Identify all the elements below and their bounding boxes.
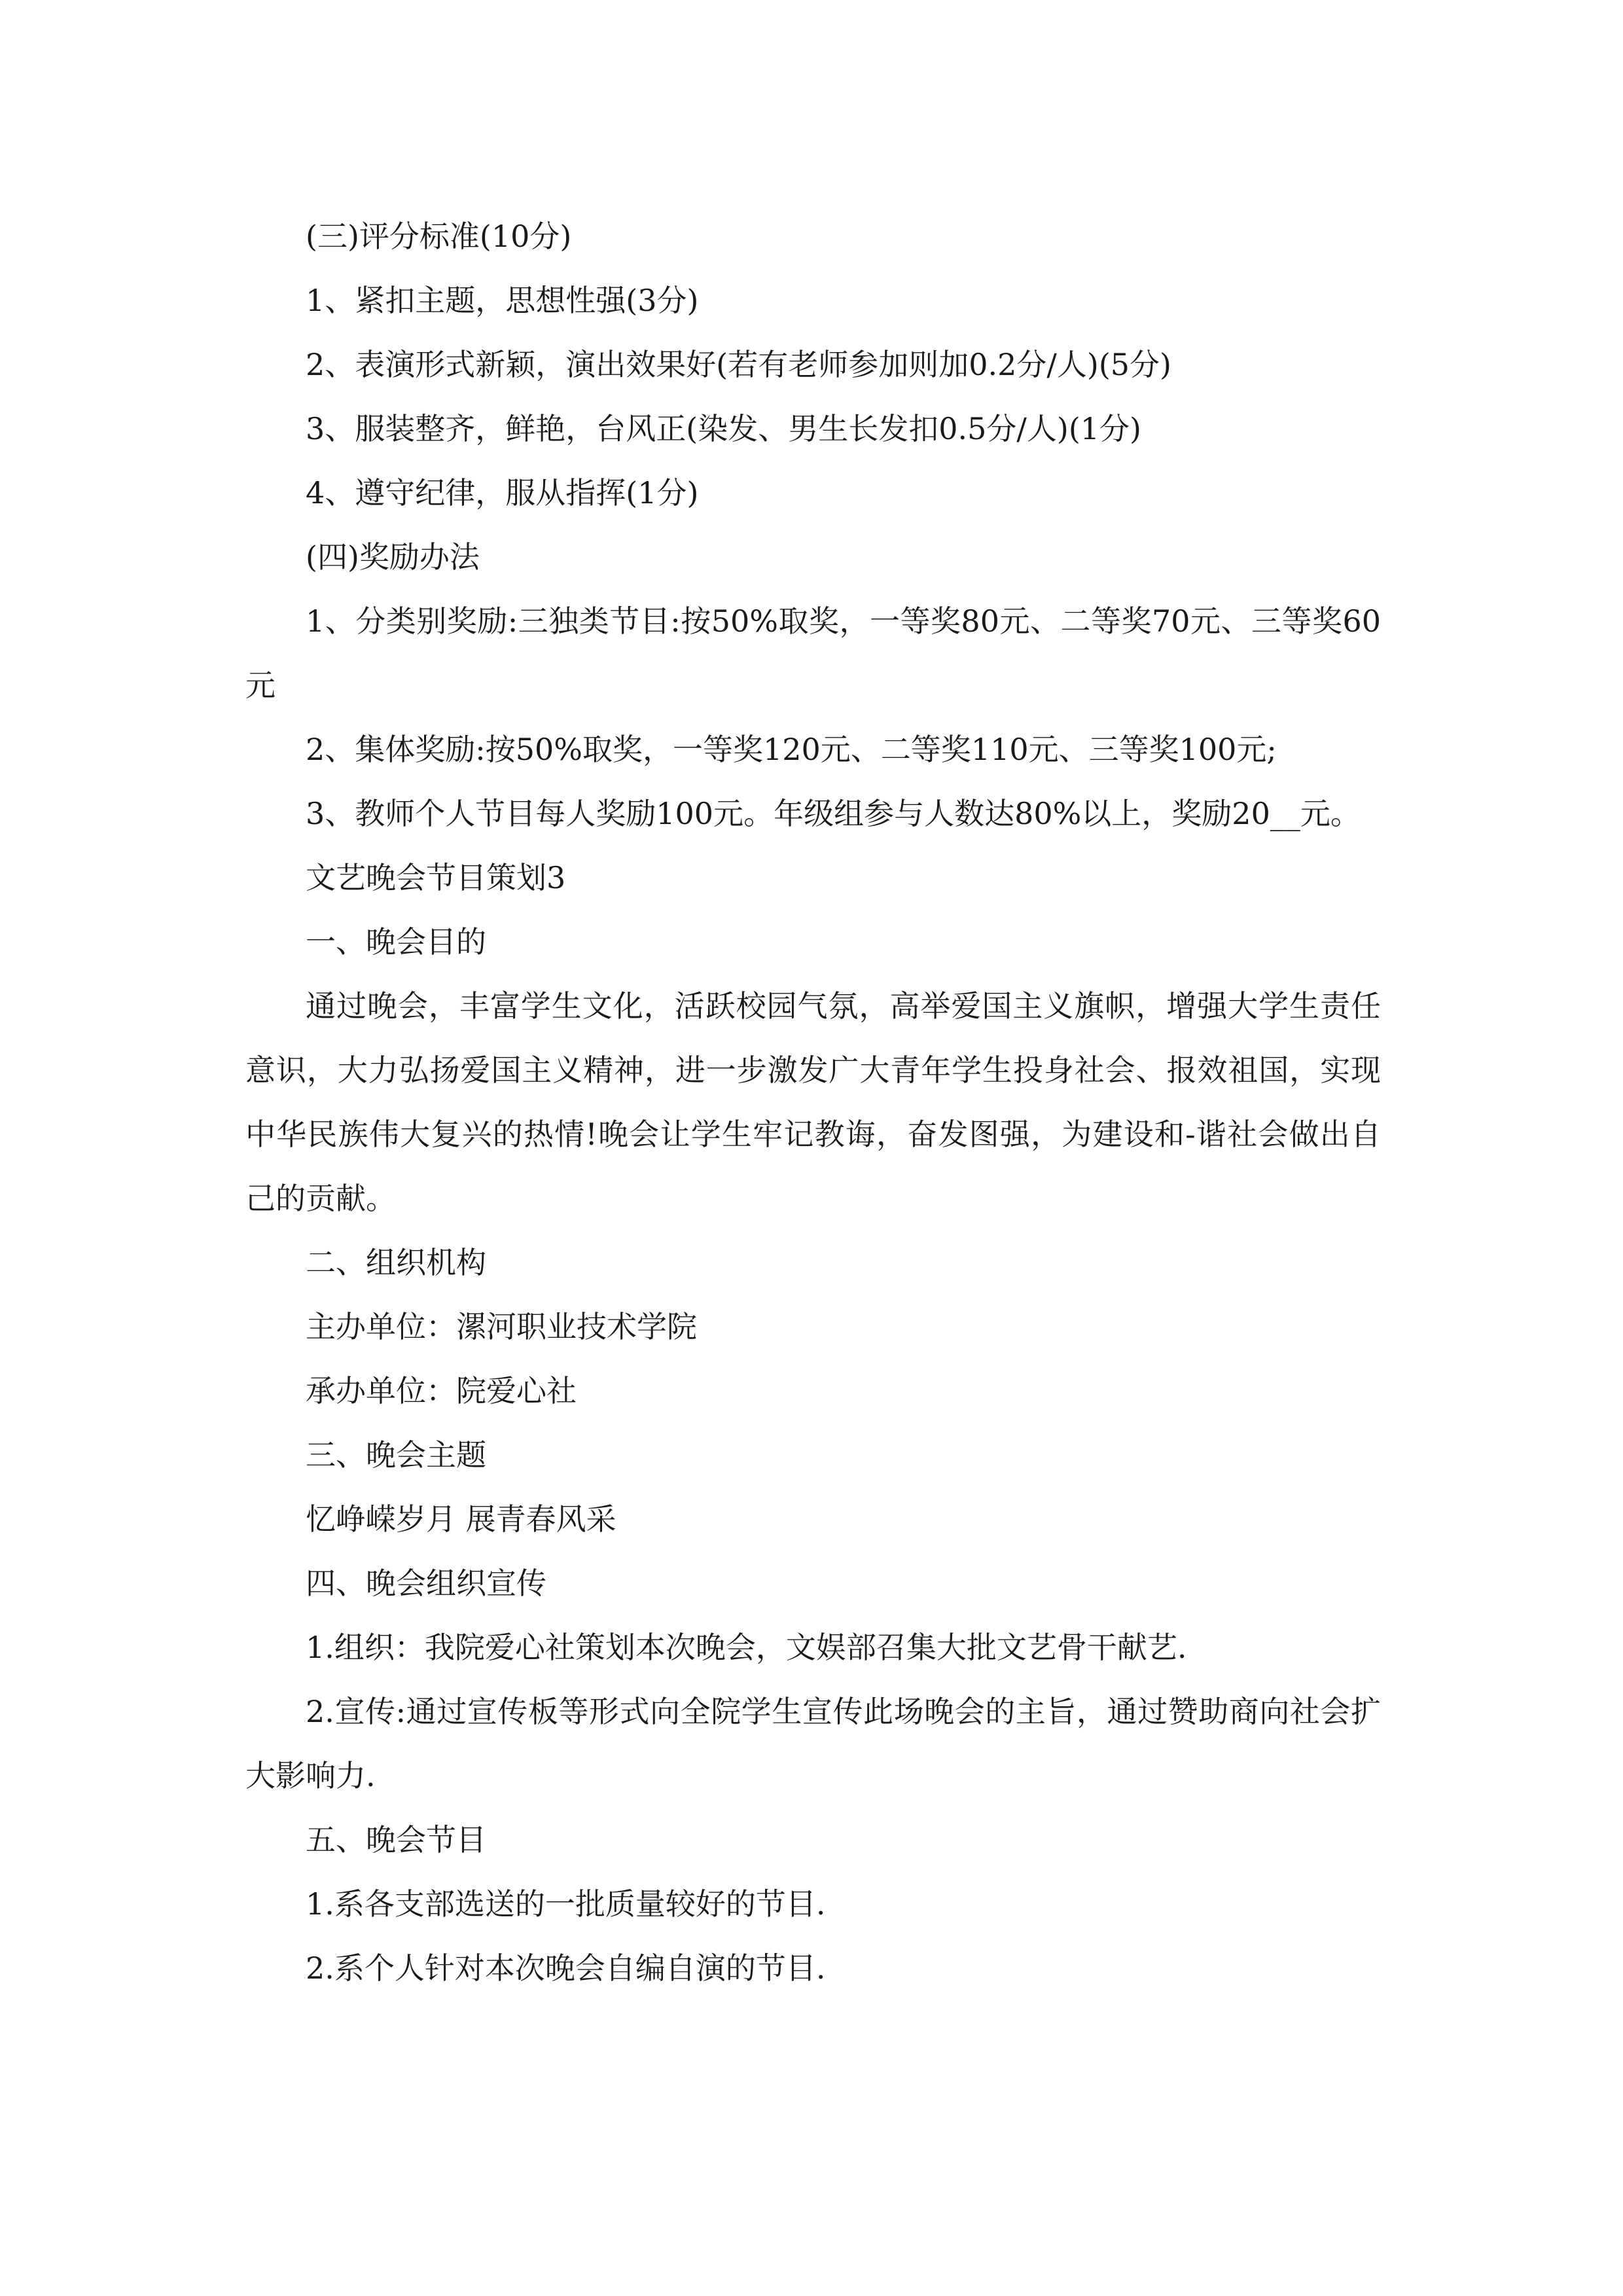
- section-heading-purpose: 一、晚会目的: [306, 924, 486, 960]
- section-heading-rewards: (四)奖励办法: [306, 539, 480, 575]
- document-body: [245, 204, 1381, 2000]
- section-heading-publicity: 四、晚会组织宣传: [306, 1566, 546, 1601]
- section-heading-scoring: (三)评分标准(10分): [306, 219, 572, 254]
- reward-item-3: 3、教师个人节目每人奖励100元。年级组参与人数达80%以上，奖励20__元。: [306, 796, 1361, 831]
- organizer-unit: 承办单位：院爱心社: [306, 1373, 577, 1408]
- plan-title: 文艺晚会节目策划3: [306, 860, 566, 895]
- program-item-1: 1.系各支部选送的一批质量较好的节目.: [306, 1886, 826, 1922]
- reward-item-1: 1、分类别奖励:三独类节目:按50%取奖，一等奖80元、二等奖70元、三等奖60元: [245, 603, 1381, 703]
- program-item-2: 2.系个人针对本次晚会自编自演的节目.: [306, 1950, 826, 1986]
- scoring-item-1: 1、紧扣主题，思想性强(3分): [306, 283, 699, 318]
- purpose-paragraph: 通过晚会，丰富学生文化，活跃校园气氛，高举爱国主义旗帜，增强大学生责任意识，大力弘扬爱国主义精神，进一步激发广大青年学生投身社会、报效祖国，实现中华民族伟大复兴的热情!晚会让学生牢记教诲，奋发图强，为建设和-谐社会做出自己的贡献。: [245, 988, 1381, 1216]
- section-heading-theme: 三、晚会主题: [306, 1437, 486, 1473]
- host-unit: 主办单位：漯河职业技术学院: [306, 1309, 697, 1344]
- scoring-item-3: 3、服装整齐，鲜艳，台风正(染发、男生长发扣0.5分/人)(1分): [306, 411, 1141, 446]
- scoring-item-2: 2、表演形式新颖，演出效果好(若有老师参加则加0.2分/人)(5分): [306, 347, 1171, 382]
- reward-item-2: 2、集体奖励:按50%取奖，一等奖120元、二等奖110元、三等奖100元;: [306, 732, 1277, 767]
- theme-text: 忆峥嵘岁月 展青春风采: [306, 1501, 616, 1537]
- scoring-item-4: 4、遵守纪律，服从指挥(1分): [306, 475, 699, 511]
- section-heading-organization: 二、组织机构: [306, 1245, 486, 1280]
- publicity-item-2: 2.宣传:通过宣传板等形式向全院学生宣传此场晚会的主旨，通过赞助商向社会扩大影响力.: [245, 1694, 1381, 1793]
- publicity-item-1: 1.组织：我院爱心社策划本次晚会，文娱部召集大批文艺骨干献艺.: [306, 1630, 1187, 1665]
- section-heading-programs: 五、晚会节目: [306, 1822, 486, 1857]
